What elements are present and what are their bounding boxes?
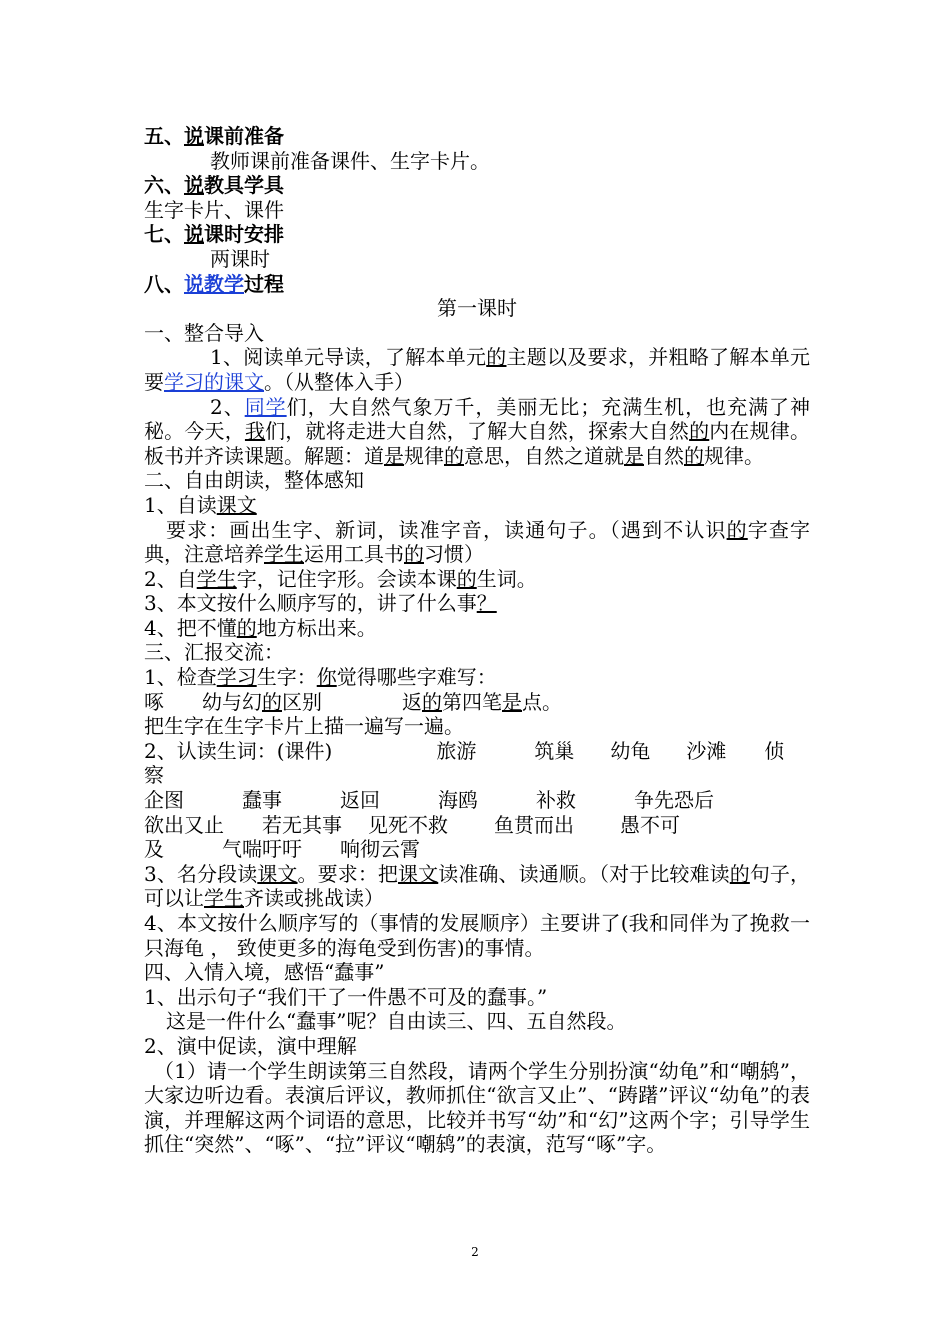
section-6-heading: 六、说教具学具 [144,173,284,198]
part-2-item-3: 3、本文按什么顺序写的，讲了什么事？ [144,591,497,616]
section-7-heading: 七、说课时安排 [144,222,284,247]
part-3-characters: 啄 幼与幻的区别 返的第四笔是点。 [144,689,562,714]
vocab-line-3: 欲出又止 若无其事 见死不救 鱼贯而出 愚不可 [144,812,680,837]
part-2-item-2: 2、自学生字，记住字形。会读本课的生词。 [144,566,537,591]
part-4-title: 四、入情入境，感悟“蠢事” [144,960,385,985]
vocab-line-4: 及 气喘吁吁 响彻云霄 [144,837,420,862]
section-5-body: 教师课前准备课件、生字卡片。 [210,148,490,173]
part-4-item-1: 1、出示句子“我们干了一件愚不可及的蠢事。” [144,984,548,1009]
vocab-line-1b: 察 [144,763,164,788]
section-7-body: 两课时 [210,246,270,271]
document-page [144,124,810,1157]
part-1-item-2: 2、同学们，大自然气象万千，美丽无比；充满生机，也充满了神秘。今天，我们，就将走进大自然，了解大自然，探索大自然的内在规律。板书并齐读课题。解题：道是规律的意思，自然之道就是自然的规律。 [144,394,811,468]
lesson-title: 第一课时 [437,296,517,321]
vocab-line-1: 2、认读生词：(课件) 旅游 筑巢 幼龟 沙滩 侦 [144,738,785,763]
part-1-title: 一、整合导入 [144,320,264,345]
part-2-item-1: 1、自读课文 [144,492,257,517]
section-5-heading: 五、说课前准备 [144,124,284,148]
part-2-title: 二、自由朗读，整体感知 [144,468,364,493]
section-8-heading: 八、说教学过程 [144,271,284,296]
part-3-item-4: 4、本文按什么顺序写的（事情的发展顺序）主要讲了(我和同伴为了挽救一只海龟 ， 致使更多的海龟受到伤害)的事情。 [144,911,810,960]
study-text-link[interactable]: 学习的课文 [164,369,264,394]
part-3-item-1: 1、检查学习生字：你觉得哪些字难写： [144,665,497,690]
part-4-question: 这是一件什么“蠢事”呢？自由读三、四、五自然段。 [166,1009,627,1034]
part-4-activity-1: （1）请一个学生朗读第三自然段，请两个学生分别扮演“幼龟”和“嘲鸫”，大家边听边看。表演后评议，教师抓住“欲言又止”、“踌躇”评议“幼龟”的表演，并理解这两个词语的意思，比较并书写“幼”和“幻”这两个字；引导学生抓住“突然”、“啄”、“拉”评议“嘲鸫”的表演，范写“啄”字。 [144,1058,810,1157]
part-4-item-2: 2、演中促读，演中理解 [144,1033,357,1058]
part-2-requirements: 要求：画出生字、新词，读准字音，读通句子。（遇到不认识的字查字典，注意培养学生运用工具书的习惯） [144,517,811,567]
classmates-link[interactable]: 同学 [244,394,287,419]
part-3-title: 三、汇报交流： [144,640,284,665]
part-2-item-4: 4、把不懂的地方标出来。 [144,615,377,640]
vocab-line-2: 企图 蠢事 返回 海鸥 补救 争先恐后 [144,788,714,813]
part-1-item-1: 1、阅读单元导读，了解本单元的主题以及要求，并粗略了解本单元要学习的课文。（从整体入手） [144,345,811,394]
part-3-trace: 把生字在生字卡片上描一遍写一遍。 [144,714,464,739]
section-6-body: 生字卡片、课件 [144,197,284,222]
page-number: 2 [471,1245,479,1259]
teaching-link[interactable]: 说教学 [184,271,244,296]
part-3-item-3: 3、名分段读课文。要求：把课文读准确、读通顺。（对于比较难读的句子，可以让学生齐读或挑战读） [144,861,811,911]
